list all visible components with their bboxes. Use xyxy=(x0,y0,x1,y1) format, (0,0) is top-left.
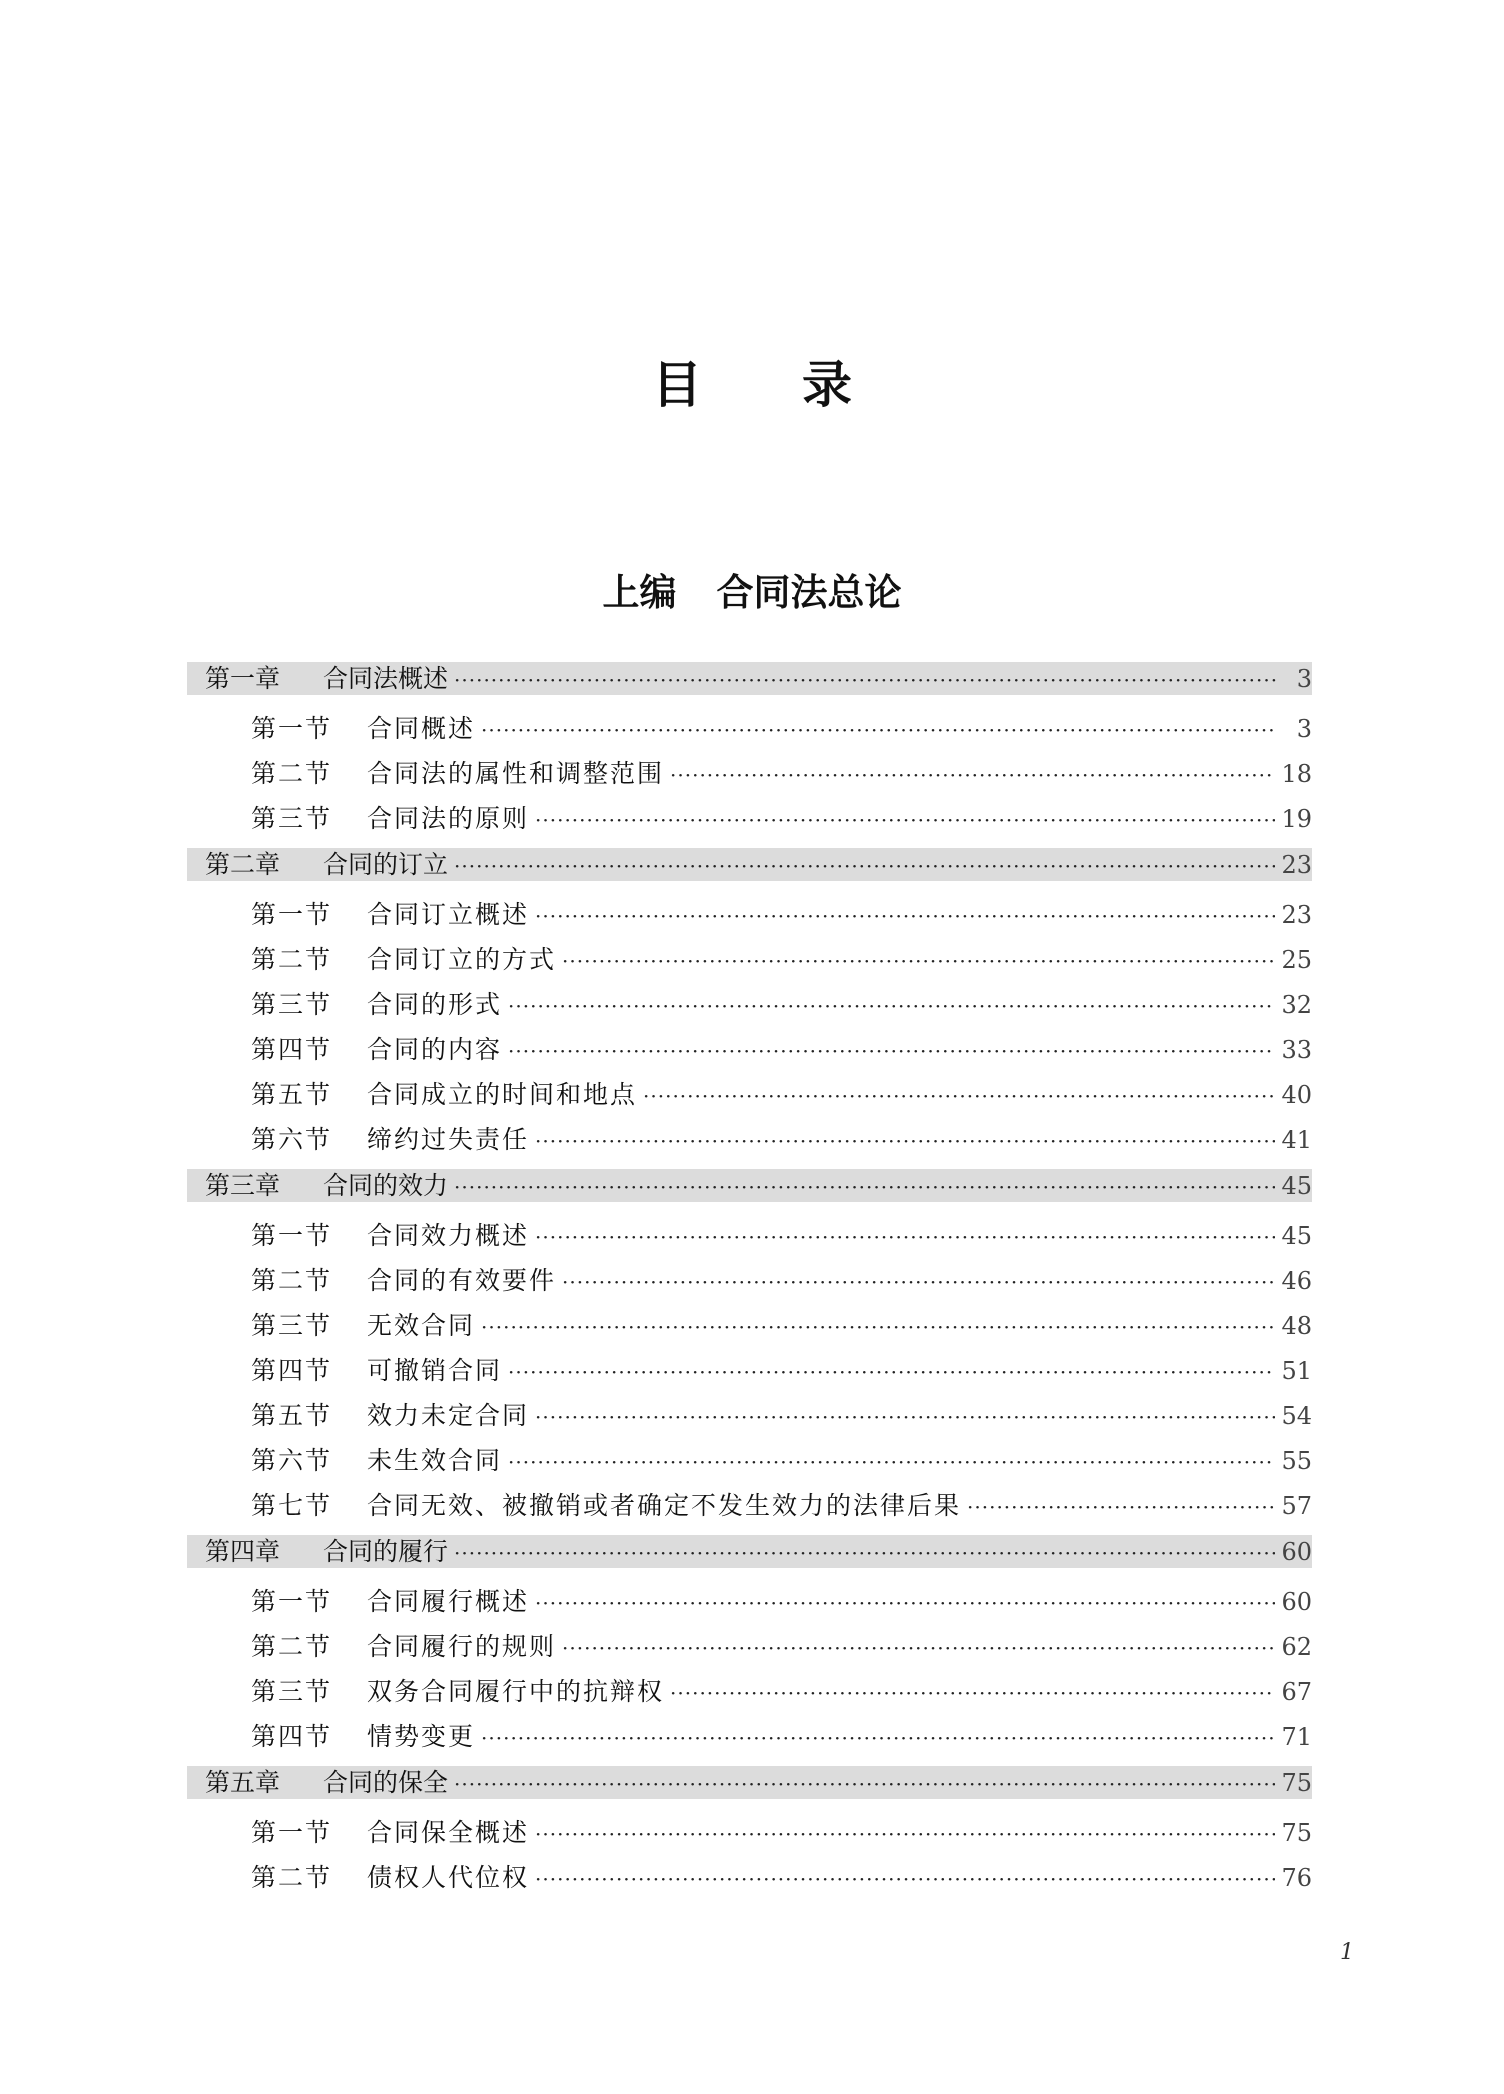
chapter-entry-title: 合同的效力 xyxy=(323,1171,449,1200)
section-entry-title: 债权人代位权 xyxy=(367,1863,530,1892)
dot-leader xyxy=(535,798,1275,843)
dot-leader xyxy=(454,850,1275,883)
section-entry-number: 第一节 xyxy=(251,900,333,929)
section-entry[interactable] xyxy=(187,1213,1312,1258)
section-entry[interactable] xyxy=(187,1855,1312,1900)
section-entry-page: 75 xyxy=(1281,1819,1312,1847)
section-entry[interactable] xyxy=(187,1438,1312,1483)
chapter-entry-number: 第二章 xyxy=(205,850,281,879)
section-entry-title: 双务合同履行中的抗辩权 xyxy=(367,1677,665,1706)
section-entry-page: 62 xyxy=(1281,1633,1312,1661)
section-entry-page: 40 xyxy=(1281,1081,1312,1109)
section-entry-page: 67 xyxy=(1281,1678,1312,1706)
section-entry-page: 55 xyxy=(1281,1447,1312,1475)
section-entry-number: 第五节 xyxy=(251,1401,333,1430)
dot-leader xyxy=(481,1716,1275,1761)
chapter-entry-page: 75 xyxy=(1281,1769,1312,1797)
dot-leader xyxy=(535,1215,1275,1260)
section-entry[interactable] xyxy=(187,751,1312,796)
section-entry[interactable] xyxy=(187,1117,1312,1162)
section-entry-title: 未生效合同 xyxy=(367,1446,503,1475)
section-entry-title: 效力未定合同 xyxy=(367,1401,530,1430)
section-entry-title: 合同订立的方式 xyxy=(367,945,557,974)
chapter-entry-page: 60 xyxy=(1281,1538,1312,1566)
section-entry-number: 第一节 xyxy=(251,1587,333,1616)
section-entry-number: 第一节 xyxy=(251,1818,333,1847)
dot-leader xyxy=(562,1626,1275,1671)
section-entry-title: 合同成立的时间和地点 xyxy=(367,1080,638,1109)
dot-leader xyxy=(454,1171,1275,1204)
section-entry-number: 第三节 xyxy=(251,990,333,1019)
section-entry-page: 60 xyxy=(1281,1588,1312,1616)
dot-leader xyxy=(508,1029,1275,1074)
section-entry-page: 41 xyxy=(1281,1126,1312,1154)
section-entry-page: 3 xyxy=(1296,715,1312,743)
dot-leader xyxy=(508,1350,1275,1395)
section-entry[interactable] xyxy=(187,1258,1312,1303)
section-entry-number: 第二节 xyxy=(251,1863,333,1892)
section-entry-title: 合同保全概述 xyxy=(367,1818,530,1847)
table-of-contents xyxy=(187,662,1312,1900)
section-entry-title: 合同的内容 xyxy=(367,1035,503,1064)
section-entry-number: 第三节 xyxy=(251,804,333,833)
section-entry-number: 第六节 xyxy=(251,1446,333,1475)
section-entry-page: 23 xyxy=(1281,901,1312,929)
dot-leader xyxy=(454,1768,1275,1801)
dot-leader xyxy=(562,939,1275,984)
chapter-entry[interactable] xyxy=(187,1535,1312,1568)
section-entry-number: 第二节 xyxy=(251,945,333,974)
chapter-entry-page: 45 xyxy=(1281,1172,1312,1200)
section-entry-title: 合同订立概述 xyxy=(367,900,530,929)
dot-leader xyxy=(967,1485,1275,1530)
section-entry-title: 情势变更 xyxy=(367,1722,476,1751)
dot-leader xyxy=(508,984,1275,1029)
section-entry[interactable] xyxy=(187,937,1312,982)
chapter-entry[interactable] xyxy=(187,662,1312,695)
section-entry[interactable] xyxy=(187,796,1312,841)
toc-title: 目录 xyxy=(652,356,952,414)
section-entry[interactable] xyxy=(187,1714,1312,1759)
section-entry[interactable] xyxy=(187,892,1312,937)
section-entry[interactable] xyxy=(187,1303,1312,1348)
section-entry[interactable] xyxy=(187,706,1312,751)
chapter-entry-page: 3 xyxy=(1296,665,1312,693)
chapter-entry[interactable] xyxy=(187,1766,1312,1799)
dot-leader xyxy=(643,1074,1275,1119)
section-entry-title: 合同履行的规则 xyxy=(367,1632,557,1661)
chapter-entry-page: 23 xyxy=(1281,851,1312,879)
part-label: 上编 xyxy=(602,571,677,614)
section-entry-number: 第五节 xyxy=(251,1080,333,1109)
section-entry[interactable] xyxy=(187,1579,1312,1624)
section-entry-page: 76 xyxy=(1281,1864,1312,1892)
chapter-entry-number: 第三章 xyxy=(205,1171,281,1200)
dot-leader xyxy=(535,894,1275,939)
section-entry-title: 合同法的原则 xyxy=(367,804,530,833)
section-entry-page: 25 xyxy=(1281,946,1312,974)
section-entry[interactable] xyxy=(187,1027,1312,1072)
section-entry-title: 合同无效、被撤销或者确定不发生效力的法律后果 xyxy=(367,1491,962,1520)
chapter-entry-title: 合同的保全 xyxy=(323,1768,449,1797)
section-entry[interactable] xyxy=(187,1483,1312,1528)
section-entry-number: 第一节 xyxy=(251,714,333,743)
section-entry-number: 第四节 xyxy=(251,1356,333,1385)
section-entry-number: 第二节 xyxy=(251,1266,333,1295)
chapter-entry[interactable] xyxy=(187,1169,1312,1202)
section-entry-title: 可撤销合同 xyxy=(367,1356,503,1385)
dot-leader xyxy=(562,1260,1275,1305)
chapter-entry-number: 第四章 xyxy=(205,1537,281,1566)
section-entry[interactable] xyxy=(187,982,1312,1027)
section-entry-number: 第一节 xyxy=(251,1221,333,1250)
section-entry[interactable] xyxy=(187,1348,1312,1393)
section-entry[interactable] xyxy=(187,1669,1312,1714)
section-entry-page: 51 xyxy=(1281,1357,1312,1385)
chapter-entry[interactable] xyxy=(187,848,1312,881)
chapter-entry-title: 合同的履行 xyxy=(323,1537,449,1566)
dot-leader xyxy=(535,1395,1275,1440)
section-entry-title: 合同概述 xyxy=(367,714,476,743)
section-entry-number: 第六节 xyxy=(251,1125,333,1154)
chapter-entry-title: 合同的订立 xyxy=(323,850,449,879)
dot-leader xyxy=(670,1671,1275,1716)
section-entry-number: 第四节 xyxy=(251,1722,333,1751)
dot-leader xyxy=(481,1305,1275,1350)
chapter-entry-number: 第五章 xyxy=(205,1768,281,1797)
section-entry-page: 32 xyxy=(1281,991,1312,1019)
dot-leader xyxy=(535,1812,1275,1857)
section-entry-title: 缔约过失责任 xyxy=(367,1125,530,1154)
section-entry-number: 第三节 xyxy=(251,1677,333,1706)
section-entry-page: 48 xyxy=(1281,1312,1312,1340)
section-entry-page: 46 xyxy=(1281,1267,1312,1295)
section-entry-title: 合同的有效要件 xyxy=(367,1266,557,1295)
section-entry-page: 33 xyxy=(1281,1036,1312,1064)
section-entry[interactable] xyxy=(187,1624,1312,1669)
dot-leader xyxy=(535,1857,1275,1902)
section-entry-page: 18 xyxy=(1281,760,1312,788)
dot-leader xyxy=(535,1119,1275,1164)
section-entry-number: 第四节 xyxy=(251,1035,333,1064)
section-entry-page: 54 xyxy=(1281,1402,1312,1430)
page-number: 1 xyxy=(1340,1940,1354,1965)
chapter-entry-title: 合同法概述 xyxy=(323,664,449,693)
dot-leader xyxy=(454,1537,1275,1570)
section-entry-title: 合同法的属性和调整范围 xyxy=(367,759,665,788)
dot-leader xyxy=(454,664,1276,697)
dot-leader xyxy=(508,1440,1275,1485)
part-name: 合同法总论 xyxy=(716,571,902,614)
section-entry-number: 第二节 xyxy=(251,759,333,788)
section-entry-title: 无效合同 xyxy=(367,1311,476,1340)
section-entry[interactable] xyxy=(187,1072,1312,1117)
section-entry[interactable] xyxy=(187,1810,1312,1855)
section-entry-title: 合同的形式 xyxy=(367,990,503,1019)
section-entry-title: 合同履行概述 xyxy=(367,1587,530,1616)
section-entry-number: 第二节 xyxy=(251,1632,333,1661)
section-entry[interactable] xyxy=(187,1393,1312,1438)
part-title xyxy=(0,562,1504,616)
dot-leader xyxy=(535,1581,1275,1626)
section-entry-page: 71 xyxy=(1281,1723,1312,1751)
section-entry-page: 19 xyxy=(1281,805,1312,833)
dot-leader xyxy=(670,753,1275,798)
chapter-entry-number: 第一章 xyxy=(205,664,281,693)
section-entry-page: 57 xyxy=(1281,1492,1312,1520)
section-entry-number: 第七节 xyxy=(251,1491,333,1520)
section-entry-page: 45 xyxy=(1281,1222,1312,1250)
section-entry-title: 合同效力概述 xyxy=(367,1221,530,1250)
dot-leader xyxy=(481,708,1276,753)
section-entry-number: 第三节 xyxy=(251,1311,333,1340)
